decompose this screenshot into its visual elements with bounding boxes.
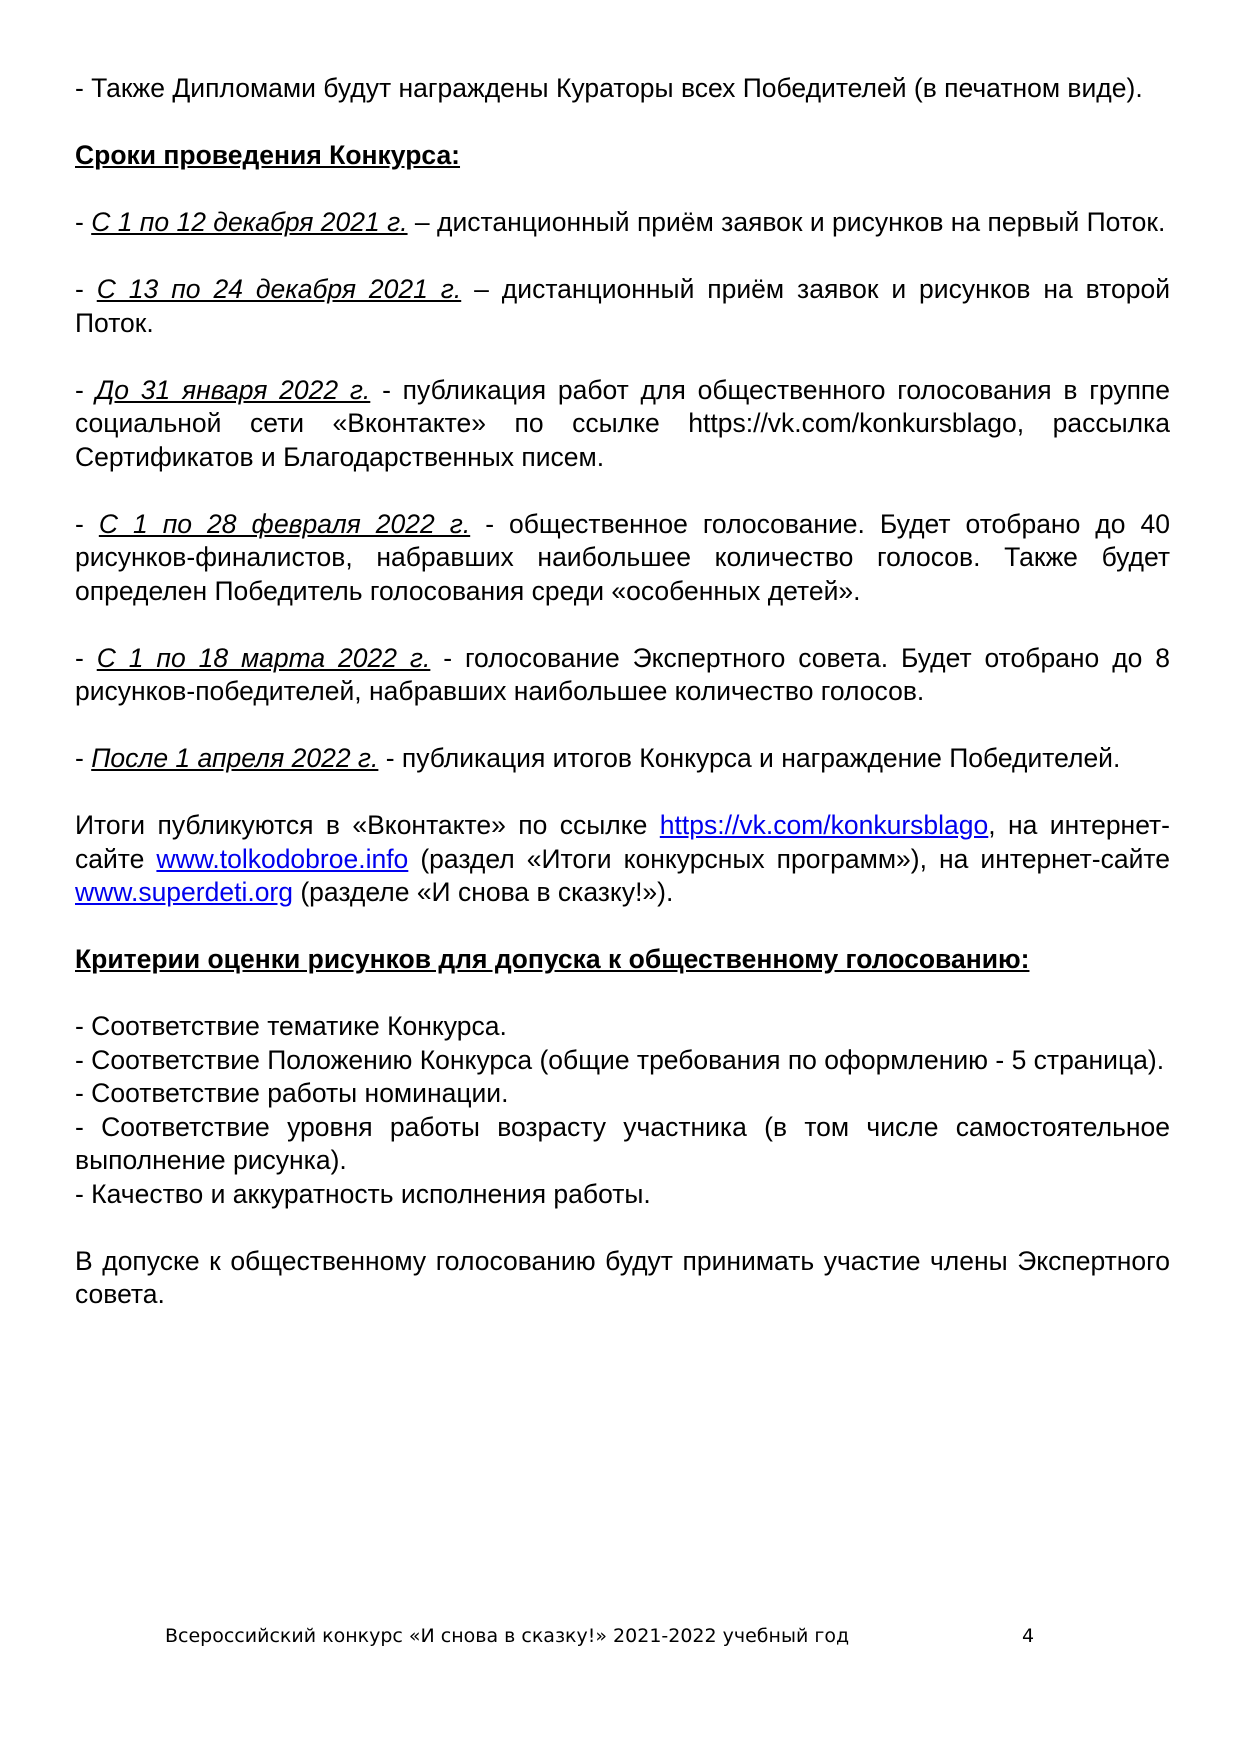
list-dash: - (75, 743, 92, 773)
schedule-description: - публикация работ для общественного голосования в группе социальной сети «Вконтакте» по ссылке https://vk.com/konkursblago, рассылка Сертификатов и Благодарственных писем. (75, 374, 1171, 472)
results-text: Итоги публикуются в «Вконтакте» по ссылке (75, 810, 660, 840)
schedule-date: С 1 по 18 марта 2022 г. (96, 642, 431, 673)
list-dash: - (75, 374, 96, 405)
list-dash: - (75, 274, 97, 304)
schedule-item (75, 206, 1170, 240)
criteria-item: - Качество и аккуратность исполнения работы. (75, 1178, 651, 1209)
schedule-heading: Сроки проведения Конкурса: (75, 140, 461, 170)
tolkodobroe-link[interactable]: www.tolkodobroe.info (156, 843, 409, 874)
page-number: 4 (1022, 1625, 1035, 1647)
schedule-date: С 1 по 28 февраля 2022 г. (98, 508, 471, 539)
results-text: (раздел «Итоги конкурсных программ»), на интернет-сайте (408, 843, 1170, 874)
schedule-description: – дистанционный приём заявок и рисунков на первый Поток. (407, 207, 1166, 237)
results-text: , на интернет-сайте (75, 810, 1171, 874)
vk-link[interactable]: https://vk.com/konkursblago (659, 810, 989, 840)
footer-text: Всероссийский конкурс «И снова в сказку!» 2021-2022 учебный год (165, 1625, 850, 1647)
criteria-item: - Соответствие уровня работы возрасту участника (в том числе самостоятельное выполнение рисунка). (75, 1111, 1170, 1175)
schedule-description: - публикация итогов Конкурса и награждение Победителей. (378, 743, 1121, 773)
results-text: (разделе «И снова в сказку!»). (293, 877, 674, 907)
closing-paragraph: В допуске к общественному голосованию будут принимать участие члены Экспертного совета. (75, 1245, 1170, 1309)
results-paragraph (75, 809, 1170, 910)
list-dash: - (75, 508, 99, 539)
criteria-item: - Соответствие работы номинации. (75, 1078, 509, 1108)
list-dash: - (75, 207, 92, 237)
document-page (75, 72, 1170, 1312)
schedule-description: - общественное голосование. Будет отобрано до 40 рисунков-финалистов, набравших наибольшее количество голосов. Также будет определен Победитель голосования среди «особенных детей». (75, 508, 1170, 606)
schedule-item (75, 273, 1170, 340)
criteria-item: - Соответствие Положению Конкурса (общие требования по оформлению - 5 страница). (75, 1044, 1165, 1075)
criteria-list (75, 1010, 1170, 1211)
schedule-date: После 1 апреля 2022 г. (91, 743, 379, 773)
schedule-description: - голосование Экспертного совета. Будет отобрано до 8 рисунков-победителей, набравших наибольшее количество голосов. (75, 642, 1171, 706)
schedule-date: До 31 января 2022 г. (95, 374, 371, 405)
schedule-item (75, 742, 1170, 776)
schedule-item (75, 374, 1170, 475)
schedule-item (75, 642, 1170, 709)
criteria-heading: Критерии оценки рисунков для допуска к общественному голосованию: (75, 944, 1030, 974)
superdeti-link[interactable]: www.superdeti.org (75, 877, 293, 907)
schedule-item (75, 508, 1170, 609)
criteria-item: - Соответствие тематике Конкурса. (75, 1011, 507, 1041)
schedule-date: С 13 по 24 декабря 2021 г. (96, 274, 462, 304)
list-dash: - (75, 642, 97, 673)
schedule-description: – дистанционный приём заявок и рисунков на второй Поток. (75, 274, 1171, 338)
schedule-date: С 1 по 12 декабря 2021 г. (91, 207, 408, 237)
schedule-list (75, 206, 1170, 776)
intro-paragraph: - Также Дипломами будут награждены Кураторы всех Победителей (в печатном виде). (75, 73, 1143, 103)
